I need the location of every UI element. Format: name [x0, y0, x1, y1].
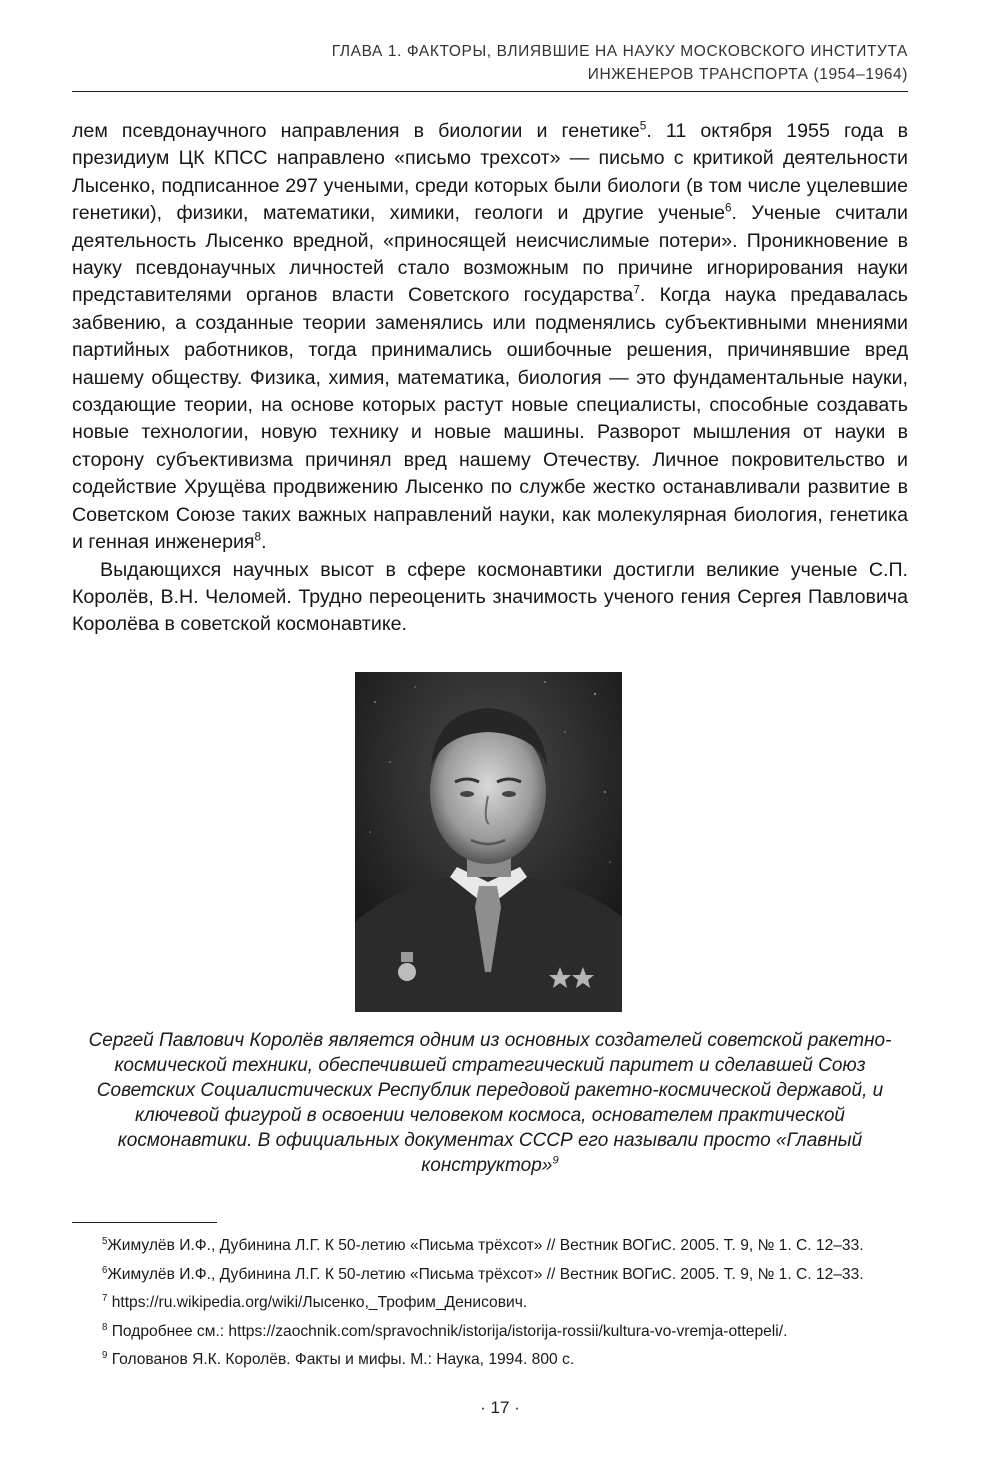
paragraph-2: Выдающихся научных высот в сфере космонавтики достигли великие ученые С.П. Королёв, В.Н. Челомей. Трудно переоценить значимость ученого гения Сергея Павловича Королёва в советской космонавтике.	[72, 558, 908, 636]
footnote-text: Жимулёв И.Ф., Дубинина Л.Г. К 50-летию «Письма трёхсот» // Вестник ВОГиС. 2005. Т. 9, № 1. С. 12–33.	[107, 1265, 864, 1283]
paragraph-1	[72, 118, 908, 557]
footnote-number: 9	[102, 1349, 108, 1361]
footnote-5	[72, 1232, 908, 1261]
footnote-text: Жимулёв И.Ф., Дубинина Л.Г. К 50-летию «Письма трёхсот» // Вестник ВОГиС. 2005. Т. 9, № 1. С. 12–33.	[107, 1237, 864, 1254]
footnote-text-with-link[interactable]: Подробнее см.: https://zaochnik.com/spravochnik/istorija/istorija-rossii/kultura-vo-vremja-ottepeli/.	[111, 1322, 788, 1340]
paragraph-1-text-c: . Ученые считали деятельность Лысенко вредной, «приносящей неисчислимые потери». Проникновение в науку псевдонаучных личностей стало возможным по причине игнорирования науки представителями органов власти Советского государства	[72, 202, 908, 307]
footnote-7	[72, 1289, 908, 1318]
footnote-rule	[72, 1222, 217, 1223]
paragraph-1-text-b: . 11 октября 1955 года в президиум ЦК КПСС направлено «письмо трехсот» — письмо с критикой деятельности Лысенко, подписанное 297 учеными, среди которых были биологи (в том числе уцелевшие генетики), физики, математики, химики, геологи и другие ученые	[72, 120, 908, 225]
footnote-number: 7	[102, 1292, 108, 1304]
footnote-text: Голованов Я.К. Королёв. Факты и мифы. М.: Наука, 1994. 800 с.	[111, 1351, 575, 1368]
footnote-number: 5	[102, 1235, 108, 1247]
footnote-6	[72, 1261, 908, 1290]
footnote-ref-5[interactable]: 5	[639, 119, 647, 133]
footnote-number: 6	[102, 1264, 108, 1276]
footnote-ref-7[interactable]: 7	[633, 283, 640, 297]
footnote-9	[72, 1346, 908, 1375]
paragraph-1-text-d: . Когда наука предавалась забвению, а созданные теории заменялись или подменялись субъективными мнениями партийных работников, тогда принимались ошибочные решения, причинявшие вред нашему обществу. Физика, химия, математика, биология — это фундаментальные науки, создающие теории, на основе которых растут новые специалисты, способные создавать новые технологии, новую технику и новые машины. Разворот мышления от науки в сторону субъективизма причинял вред нашему Отечеству. Личное покровительство и содействие Хрущёва продвижению Лысенко по службе жестко останавливали развитие в Советском Союзе таких важных направлений науки, как молекулярная биология, генетика и генная инженерия	[72, 284, 908, 554]
footnote-ref-8[interactable]: 8	[254, 530, 262, 544]
paragraph-1-text-a: лем псевдонаучного направления в биологии и генетике	[72, 120, 640, 142]
footnote-ref-9[interactable]: 9	[552, 1154, 559, 1167]
footnote-ref-6[interactable]: 6	[724, 201, 732, 215]
footnotes	[72, 1232, 908, 1375]
running-head-line-2: ИНЖЕНЕРОВ ТРАНСПОРТА (1954–1964)	[587, 66, 908, 83]
photo-caption	[72, 1028, 908, 1178]
paragraph-1-text-e: .	[261, 531, 267, 554]
main-text	[72, 118, 908, 639]
header-rule	[72, 91, 908, 92]
footnote-number: 8	[102, 1321, 108, 1333]
caption-text: Сергей Павлович Королёв является одним из основных создателей советской ракетно-космической техники, обеспечившей стратегический паритет и сделавшей Союз Советских Социалистических Республик передовой ракетно-космической державой, и ключевой фигурой в освоении человеком космоса, основателем практической космонавтики. В официальных документах СССР его называли просто «Главный конструктор»	[88, 1030, 892, 1176]
footnote-8	[72, 1318, 908, 1347]
page-number: · 17 ·	[480, 1398, 520, 1417]
footnote-link[interactable]: https://ru.wikipedia.org/wiki/Лысенко,_Трофим_Денисович.	[111, 1294, 528, 1311]
portrait-image	[355, 672, 622, 1012]
portrait-photo	[355, 672, 622, 1012]
running-head	[72, 40, 908, 86]
running-head-line-1: ГЛАВА 1. ФАКТОРЫ, ВЛИЯВШИЕ НА НАУКУ МОСКОВСКОГО ИНСТИТУТА	[331, 43, 908, 60]
